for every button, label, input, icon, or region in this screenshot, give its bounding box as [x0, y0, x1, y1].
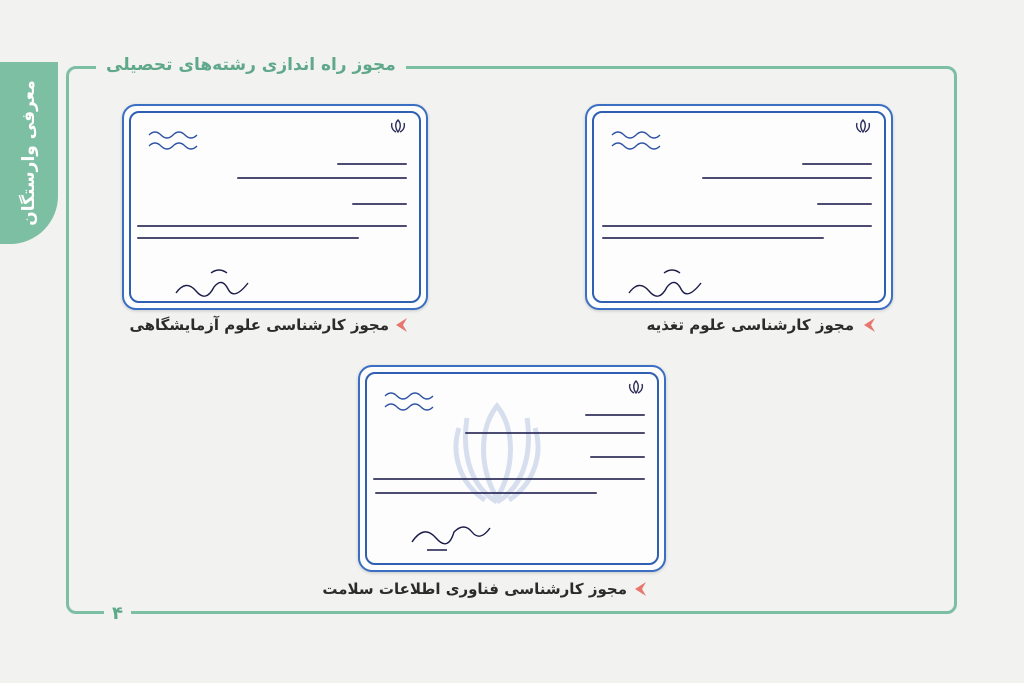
text-line [137, 237, 359, 239]
caption-nutrition: مجوز کارشناسی علوم تغذیه [646, 316, 854, 334]
signature [171, 263, 261, 303]
text-line [585, 414, 645, 416]
caption-laboratory: مجوز کارشناسی علوم آزمایشگاهی [129, 316, 389, 334]
iran-emblem-icon [852, 119, 874, 133]
side-tab [0, 62, 58, 244]
iran-emblem-icon [625, 380, 647, 394]
text-line [237, 177, 407, 179]
text-line [802, 163, 872, 165]
reference-number-stamp [145, 127, 205, 151]
iran-emblem-icon [387, 119, 409, 133]
text-line [373, 478, 645, 480]
text-line [817, 203, 872, 205]
side-tab-label: معرفی وارستگان [19, 80, 39, 226]
section-title: مجوز راه اندازی رشته‌های تحصیلی [96, 52, 406, 78]
text-line [590, 456, 645, 458]
text-line [137, 225, 407, 227]
text-line [602, 225, 872, 227]
signature [624, 263, 714, 303]
text-line [465, 432, 645, 434]
certificate-document [365, 372, 659, 565]
certificate-document [592, 111, 886, 303]
chevron-left-icon [862, 317, 876, 333]
caption-health-it: مجوز کارشناسی فناوری اطلاعات سلامت [322, 580, 627, 598]
text-line [352, 203, 407, 205]
certificate-document [129, 111, 421, 303]
chevron-left-icon [633, 581, 647, 597]
page-number: ۴ [104, 600, 131, 628]
certificate-nutrition [585, 104, 893, 310]
text-line [602, 237, 824, 239]
reference-number-stamp [381, 388, 441, 412]
text-line [375, 492, 597, 494]
certificate-laboratory [122, 104, 428, 310]
reference-number-stamp [608, 127, 668, 151]
certificate-health-it [358, 365, 666, 572]
text-line [337, 163, 407, 165]
signature [407, 514, 497, 554]
chevron-left-icon [394, 317, 408, 333]
text-line [702, 177, 872, 179]
